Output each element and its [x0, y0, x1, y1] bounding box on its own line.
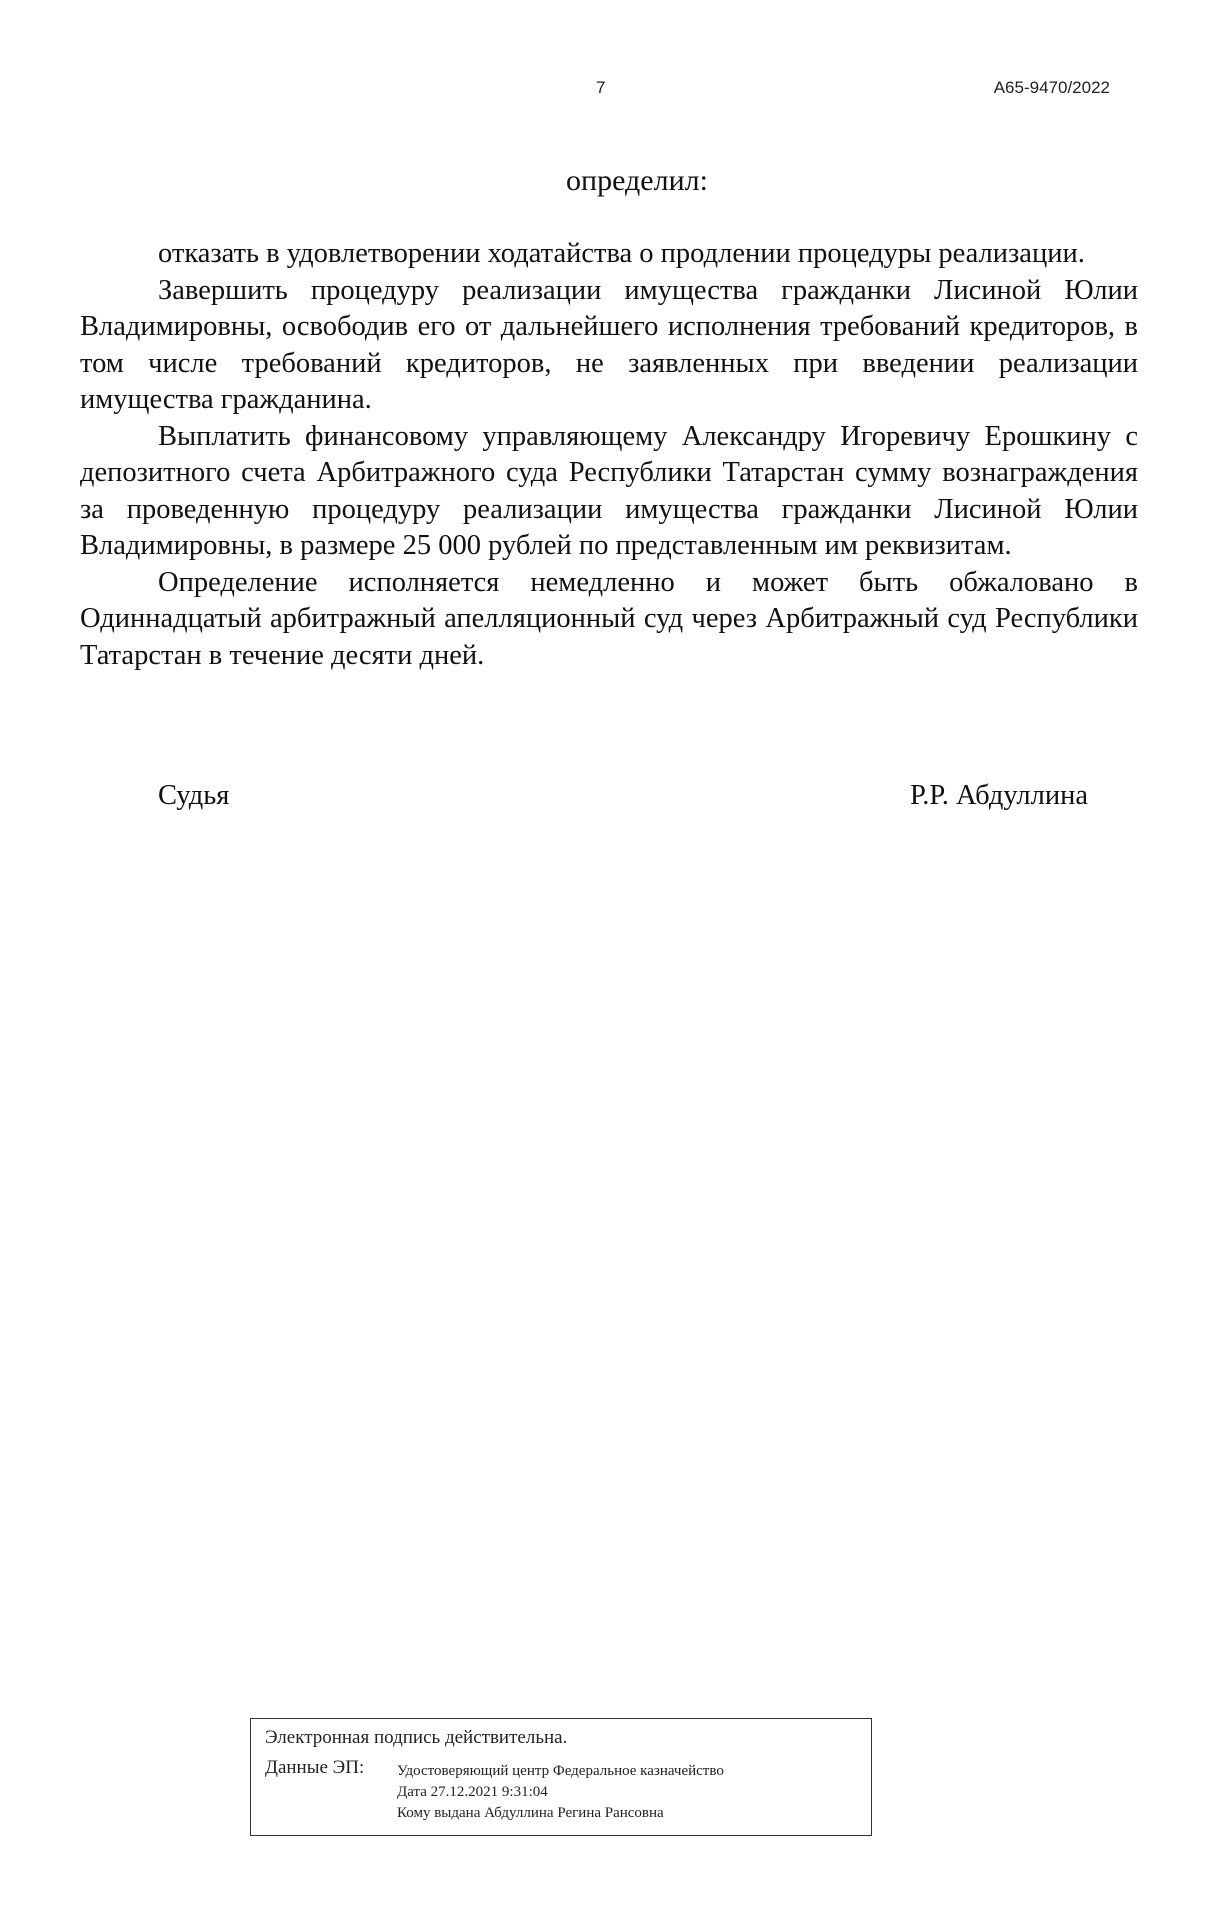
paragraph-completion: Завершить процедуру реализации имущества гражданки Лисиной Юлии Владимировны, освободив его от дальнейшего исполнения требований кредиторов, в том числе требований кредиторов, не заявленных при введении реализации имущества гражданина. [80, 274, 1138, 415]
paragraph-appeal: Определение исполняется немедленно и может быть обжаловано в Одиннадцатый арбитражный апелляционный суд через Арбитражный суд Республики Татарстан в течение десяти дней. [80, 566, 1138, 671]
esign-issuer: Удостоверяющий центр Федеральное казначейство [397, 1763, 724, 1779]
esign-date: Дата 27.12.2021 9:31:04 [397, 1784, 548, 1800]
electronic-signature-stamp [250, 1718, 872, 1836]
decision-body [80, 236, 1138, 674]
esign-issued-to: Кому выдана Абдуллина Регина Рансовна [397, 1805, 664, 1821]
esign-data-label: Данные ЭП: [265, 1757, 365, 1778]
esign-details [397, 1761, 724, 1824]
esign-title: Электронная подпись действительна. [265, 1727, 568, 1748]
paragraph-refusal: отказать в удовлетворении ходатайства о продлении процедуры реализации. [158, 238, 1085, 269]
judge-name: Р.Р. Абдуллина [910, 780, 1088, 811]
decision-heading: определил: [566, 164, 708, 197]
judge-label: Судья [158, 780, 230, 811]
case-number: А65-9470/2022 [993, 78, 1110, 97]
page-number: 7 [596, 78, 606, 97]
paragraph-payment: Выплатить финансовому управляющему Александру Игоревичу Ерошкину с депозитного счета Арбитражного суда Республики Татарстан сумму вознаграждения за проведенную процедуру реализации имущества гражданки Лисиной Юлии Владимировны, в размере 25 000 рублей по представленным им реквизитам. [80, 420, 1138, 561]
